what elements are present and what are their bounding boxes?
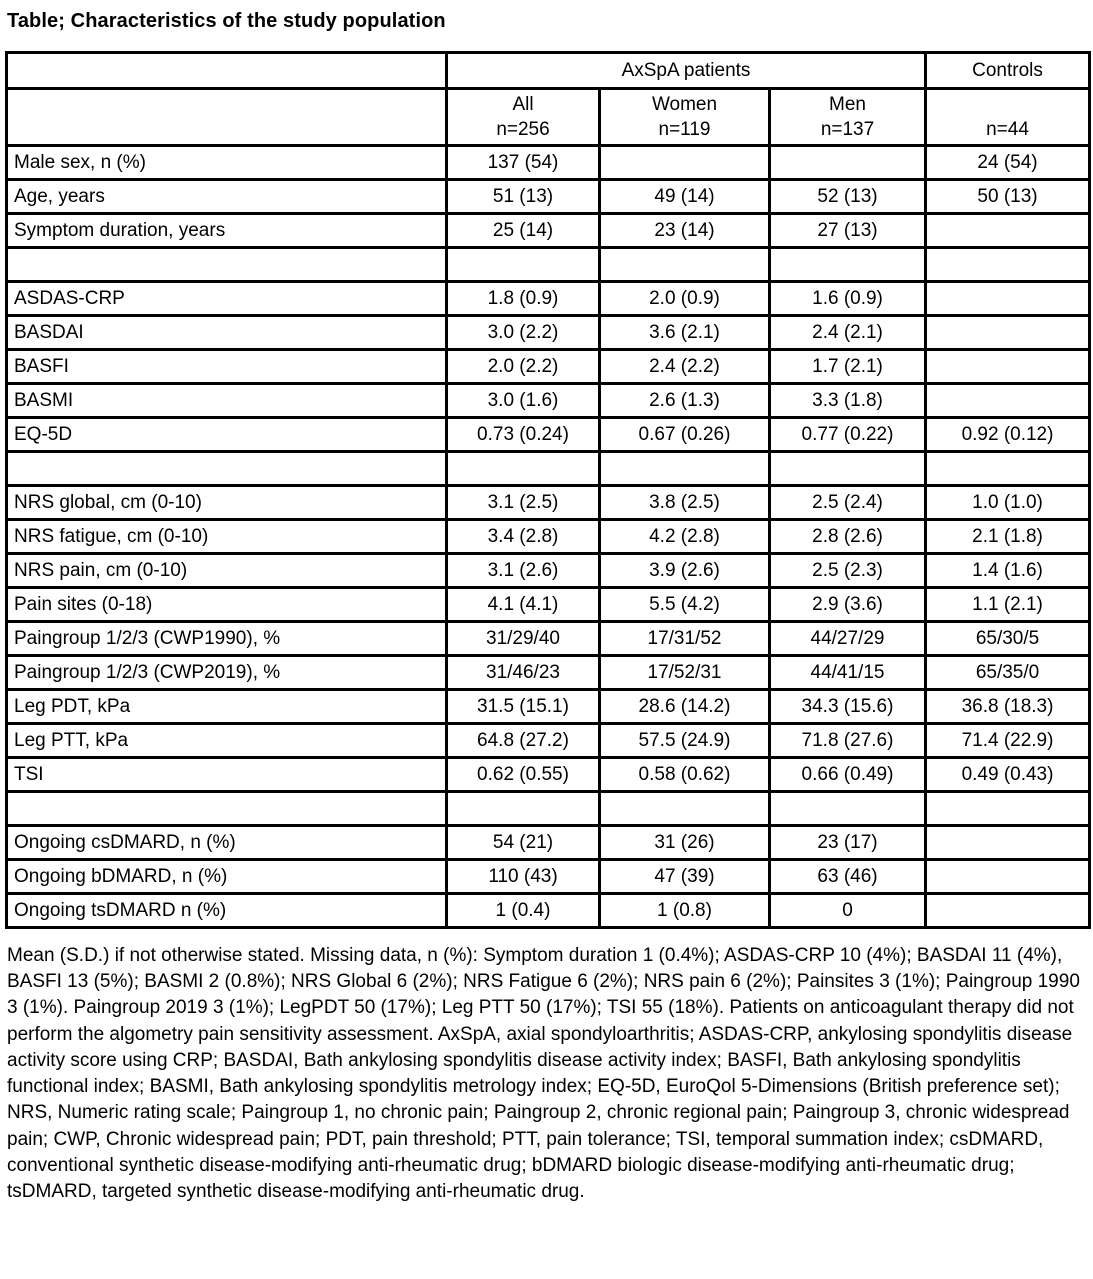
table-row xyxy=(7,486,1090,520)
column-header-men xyxy=(770,89,926,146)
row-label: Male sex, n (%) xyxy=(7,146,447,180)
cell-women: 2.4 (2.2) xyxy=(600,350,770,384)
cell-women: 17/52/31 xyxy=(600,656,770,690)
cell-controls xyxy=(926,384,1090,418)
cell-controls xyxy=(926,826,1090,860)
cell-women: 3.8 (2.5) xyxy=(600,486,770,520)
row-label: Paingroup 1/2/3 (CWP2019), % xyxy=(7,656,447,690)
cell-women: 5.5 (4.2) xyxy=(600,588,770,622)
cell-women: 0.58 (0.62) xyxy=(600,758,770,792)
cell-all xyxy=(447,792,600,826)
row-label: Leg PTT, kPa xyxy=(7,724,447,758)
table-row xyxy=(7,554,1090,588)
cell-women xyxy=(600,146,770,180)
column-header-women xyxy=(600,89,770,146)
column-header-men-n: n=137 xyxy=(820,119,875,140)
cell-men: 1.7 (2.1) xyxy=(770,350,926,384)
table-row xyxy=(7,622,1090,656)
cell-men: 44/41/15 xyxy=(770,656,926,690)
cell-women: 2.0 (0.9) xyxy=(600,282,770,316)
cell-all: 3.4 (2.8) xyxy=(447,520,600,554)
cell-men: 2.5 (2.4) xyxy=(770,486,926,520)
row-label: NRS fatigue, cm (0-10) xyxy=(7,520,447,554)
cell-women: 47 (39) xyxy=(600,860,770,894)
row-label xyxy=(7,452,447,486)
cell-women: 49 (14) xyxy=(600,180,770,214)
cell-all: 4.1 (4.1) xyxy=(447,588,600,622)
cell-all xyxy=(447,452,600,486)
cell-controls: 2.1 (1.8) xyxy=(926,520,1090,554)
cell-all: 3.0 (1.6) xyxy=(447,384,600,418)
empty-header-cell xyxy=(7,89,447,146)
cell-controls: 0.49 (0.43) xyxy=(926,758,1090,792)
cell-women: 28.6 (14.2) xyxy=(600,690,770,724)
cell-controls: 0.92 (0.12) xyxy=(926,418,1090,452)
cell-controls: 1.4 (1.6) xyxy=(926,554,1090,588)
row-label: BASFI xyxy=(7,350,447,384)
row-label: NRS global, cm (0-10) xyxy=(7,486,447,520)
table-row xyxy=(7,826,1090,860)
cell-women xyxy=(600,452,770,486)
sub-header-row xyxy=(7,89,1090,146)
cell-controls: 71.4 (22.9) xyxy=(926,724,1090,758)
table-row xyxy=(7,520,1090,554)
cell-women: 2.6 (1.3) xyxy=(600,384,770,418)
cell-all: 25 (14) xyxy=(447,214,600,248)
column-header-women-label: Women xyxy=(651,94,718,115)
cell-men: 2.9 (3.6) xyxy=(770,588,926,622)
column-header-all xyxy=(447,89,600,146)
cell-men: 0.77 (0.22) xyxy=(770,418,926,452)
cell-women: 0.67 (0.26) xyxy=(600,418,770,452)
column-header-controls-n-value: n=44 xyxy=(986,119,1029,140)
cell-men: 71.8 (27.6) xyxy=(770,724,926,758)
table-row xyxy=(7,282,1090,316)
cell-all: 3.1 (2.6) xyxy=(447,554,600,588)
cell-controls xyxy=(926,282,1090,316)
cell-men: 44/27/29 xyxy=(770,622,926,656)
row-label: Ongoing csDMARD, n (%) xyxy=(7,826,447,860)
column-header-controls-n xyxy=(926,89,1090,146)
cell-controls: 65/35/0 xyxy=(926,656,1090,690)
cell-all: 137 (54) xyxy=(447,146,600,180)
row-label: Symptom duration, years xyxy=(7,214,447,248)
cell-men xyxy=(770,248,926,282)
table-row xyxy=(7,316,1090,350)
cell-women: 1 (0.8) xyxy=(600,894,770,928)
cell-all: 0.62 (0.55) xyxy=(447,758,600,792)
row-label: EQ-5D xyxy=(7,418,447,452)
row-label: NRS pain, cm (0-10) xyxy=(7,554,447,588)
cell-all xyxy=(447,248,600,282)
column-header-all-label: All xyxy=(512,94,534,115)
cell-all: 51 (13) xyxy=(447,180,600,214)
cell-women: 57.5 (24.9) xyxy=(600,724,770,758)
column-header-controls-label xyxy=(931,92,1084,117)
cell-men: 0.66 (0.49) xyxy=(770,758,926,792)
table-row xyxy=(7,146,1090,180)
cell-all: 3.1 (2.5) xyxy=(447,486,600,520)
row-label: Leg PDT, kPa xyxy=(7,690,447,724)
cell-men: 1.6 (0.9) xyxy=(770,282,926,316)
cell-all: 64.8 (27.2) xyxy=(447,724,600,758)
table-row xyxy=(7,724,1090,758)
cell-men: 34.3 (15.6) xyxy=(770,690,926,724)
table-row xyxy=(7,690,1090,724)
row-label: Ongoing bDMARD, n (%) xyxy=(7,860,447,894)
column-header-women-n: n=119 xyxy=(658,119,711,140)
table-row xyxy=(7,656,1090,690)
cell-men: 2.5 (2.3) xyxy=(770,554,926,588)
cell-controls xyxy=(926,792,1090,826)
cell-all: 1 (0.4) xyxy=(447,894,600,928)
cell-men: 63 (46) xyxy=(770,860,926,894)
cell-controls xyxy=(926,894,1090,928)
cell-women: 23 (14) xyxy=(600,214,770,248)
table-row xyxy=(7,758,1090,792)
cell-women xyxy=(600,792,770,826)
cell-men: 3.3 (1.8) xyxy=(770,384,926,418)
table-row xyxy=(7,588,1090,622)
cell-controls xyxy=(926,350,1090,384)
table-row xyxy=(7,418,1090,452)
cell-all: 31/46/23 xyxy=(447,656,600,690)
cell-controls: 1.0 (1.0) xyxy=(926,486,1090,520)
row-label: Paingroup 1/2/3 (CWP1990), % xyxy=(7,622,447,656)
cell-controls: 1.1 (2.1) xyxy=(926,588,1090,622)
cell-all: 3.0 (2.2) xyxy=(447,316,600,350)
spacer-row xyxy=(7,792,1090,826)
cell-men xyxy=(770,146,926,180)
cell-men: 27 (13) xyxy=(770,214,926,248)
table-row xyxy=(7,214,1090,248)
cell-women: 4.2 (2.8) xyxy=(600,520,770,554)
table-row xyxy=(7,384,1090,418)
cell-women: 3.6 (2.1) xyxy=(600,316,770,350)
cell-women xyxy=(600,248,770,282)
cell-men: 2.4 (2.1) xyxy=(770,316,926,350)
cell-men: 2.8 (2.6) xyxy=(770,520,926,554)
row-label: Pain sites (0-18) xyxy=(7,588,447,622)
cell-all: 110 (43) xyxy=(447,860,600,894)
row-label xyxy=(7,248,447,282)
row-label: BASMI xyxy=(7,384,447,418)
spacer-row xyxy=(7,452,1090,486)
characteristics-table xyxy=(5,51,1091,929)
table-row xyxy=(7,180,1090,214)
cell-men: 52 (13) xyxy=(770,180,926,214)
spacer-row xyxy=(7,248,1090,282)
cell-men xyxy=(770,792,926,826)
cell-controls: 65/30/5 xyxy=(926,622,1090,656)
cell-all: 54 (21) xyxy=(447,826,600,860)
row-label: BASDAI xyxy=(7,316,447,350)
cell-controls xyxy=(926,452,1090,486)
row-label xyxy=(7,792,447,826)
cell-controls xyxy=(926,316,1090,350)
cell-controls xyxy=(926,248,1090,282)
row-label: Ongoing tsDMARD n (%) xyxy=(7,894,447,928)
cell-controls: 24 (54) xyxy=(926,146,1090,180)
table-row xyxy=(7,860,1090,894)
cell-men: 23 (17) xyxy=(770,826,926,860)
row-label: ASDAS-CRP xyxy=(7,282,447,316)
group-header-row xyxy=(7,53,1090,89)
cell-men: 0 xyxy=(770,894,926,928)
cell-all: 31/29/40 xyxy=(447,622,600,656)
cell-all: 1.8 (0.9) xyxy=(447,282,600,316)
table-footnote: Mean (S.D.) if not otherwise stated. Missing data, n (%): Symptom duration 1 (0.4%); ASDAS-CRP 10 (4%); BASDAI 11 (4%), BASFI 13 (5%); BASMI 2 (0.8%); NRS Global 6 (2%); NRS Fatigue 6 (2%); NRS pain 6 (2%); Painsites 3 (1%); Paingroup 1990 3 (1%). Paingroup 2019 3 (1%); LegPDT 50 (17%); Leg PTT 50 (17%); TSI 55 (18%). Patients on anticoagulant therapy did not perform the algometry pain sensitivity assessment. AxSpA, axial spondyloarthritis; ASDAS-CRP, ankylosing spondylitis disease activity score using CRP; BASDAI, Bath ankylosing spondylitis disease activity index; BASFI, Bath ankylosing spondylitis functional index; BASMI, Bath ankylosing spondylitis metrology index; EQ-5D, EuroQol 5-Dimensions (British preference set); NRS, Numeric rating scale; Paingroup 1, no chronic pain; Paingroup 2, chronic regional pain; Paingroup 3, chronic widespread pain; CWP, Chronic widespread pain; PDT, pain threshold; PTT, pain tolerance; TSI, temporal summation index; csDMARD, conventional synthetic disease-modifying anti-rheumatic drug; bDMARD biologic disease-modifying anti-rheumatic drug; tsDMARD, targeted synthetic disease-modifying anti-rheumatic drug. xyxy=(7,945,1080,1202)
column-header-men-label: Men xyxy=(829,94,866,115)
empty-header-cell xyxy=(7,53,447,89)
cell-all: 31.5 (15.1) xyxy=(447,690,600,724)
row-label: TSI xyxy=(7,758,447,792)
axspa-patients-group-header: AxSpA patients xyxy=(447,53,926,89)
cell-women: 31 (26) xyxy=(600,826,770,860)
cell-controls: 36.8 (18.3) xyxy=(926,690,1090,724)
table-row xyxy=(7,350,1090,384)
cell-controls: 50 (13) xyxy=(926,180,1090,214)
controls-group-header: Controls xyxy=(926,53,1090,89)
cell-all: 0.73 (0.24) xyxy=(447,418,600,452)
cell-women: 3.9 (2.6) xyxy=(600,554,770,588)
cell-men xyxy=(770,452,926,486)
cell-controls xyxy=(926,860,1090,894)
table-title: Table; Characteristics of the study population xyxy=(7,10,446,32)
cell-all: 2.0 (2.2) xyxy=(447,350,600,384)
cell-women: 17/31/52 xyxy=(600,622,770,656)
table-row xyxy=(7,894,1090,928)
row-label: Age, years xyxy=(7,180,447,214)
column-header-all-n: n=256 xyxy=(496,119,550,140)
cell-controls xyxy=(926,214,1090,248)
